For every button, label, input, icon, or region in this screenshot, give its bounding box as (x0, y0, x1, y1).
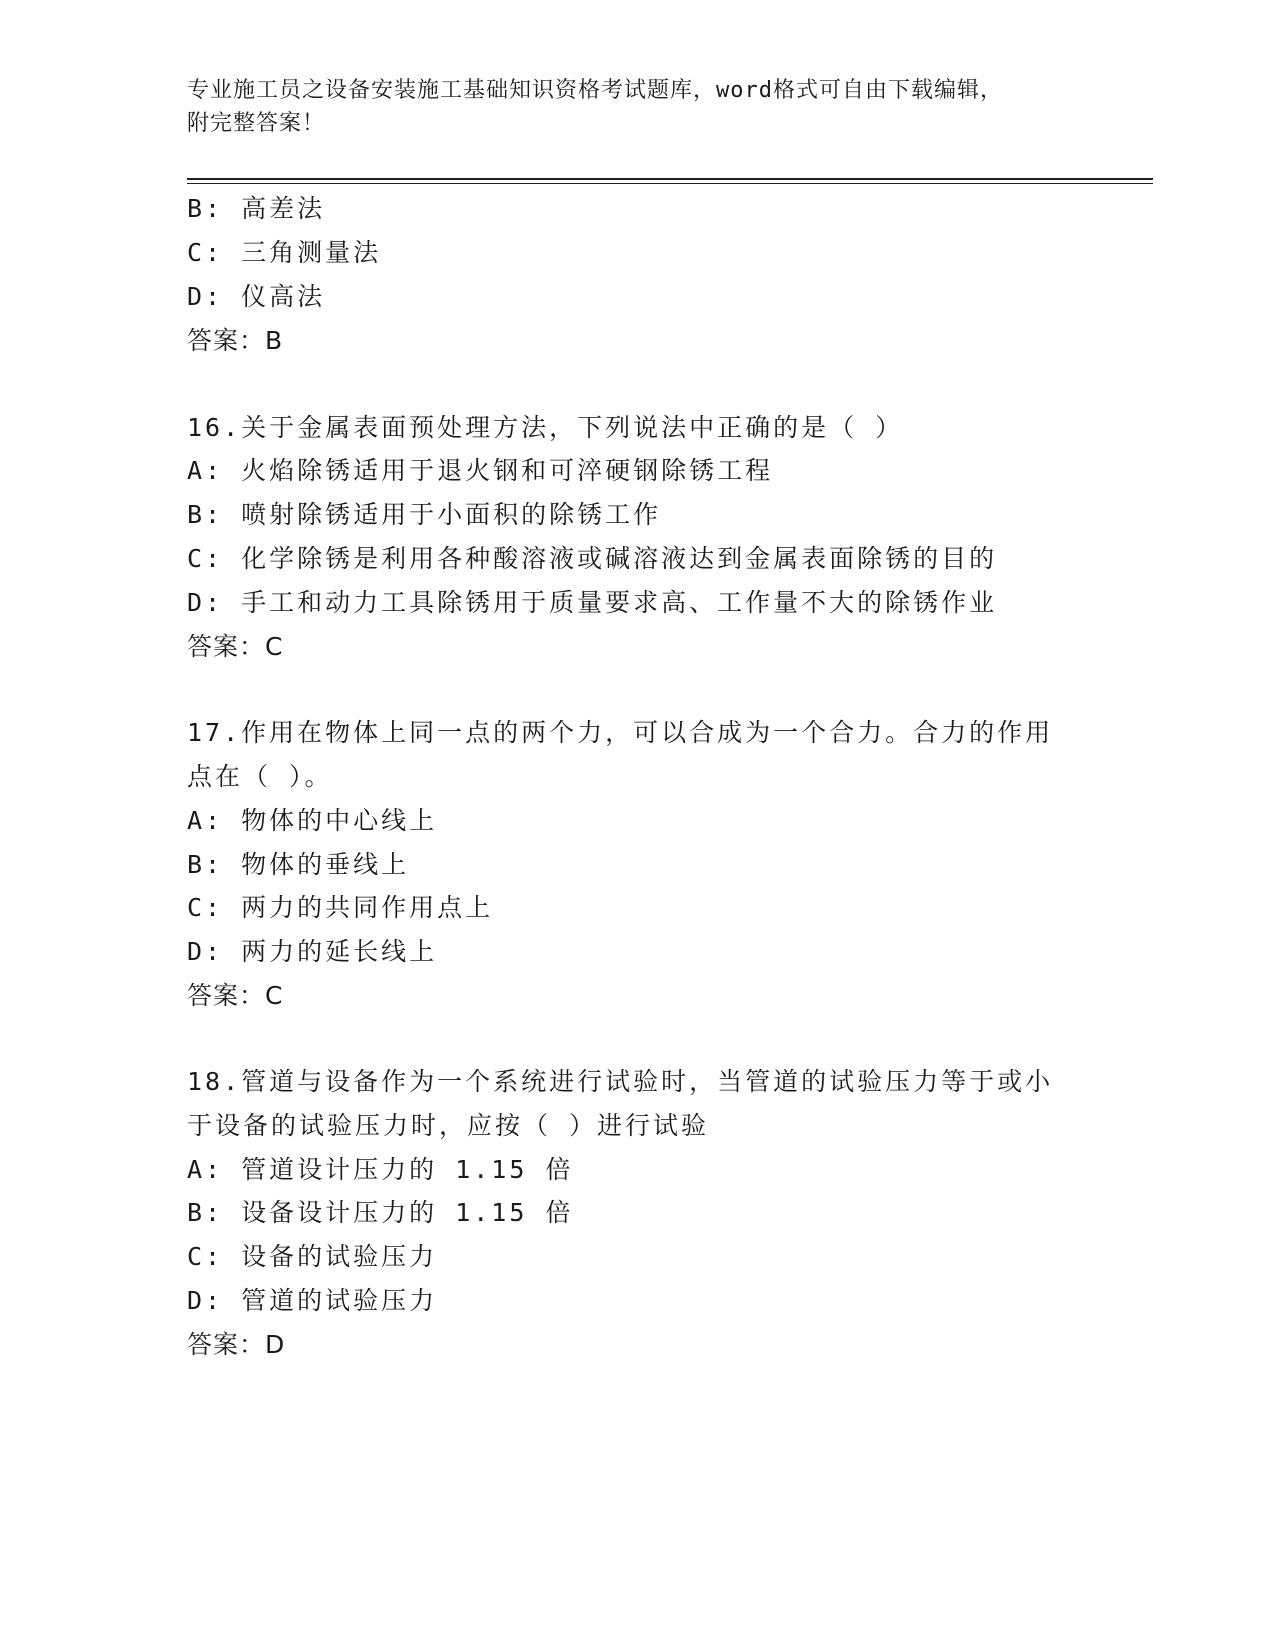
q18-answer: 答案：D (187, 1330, 286, 1359)
q17-option-a: A: 物体的中心线上 (187, 806, 438, 835)
header-line-1: 专业施工员之设备安装施工基础知识资格考试题库，word格式可自由下载编辑， (187, 78, 1003, 103)
q18-question-line-2: 于设备的试验压力时，应按（ ）进行试验 (187, 1111, 710, 1140)
q15-option-d: D: 仪高法 (187, 282, 326, 311)
q17-question-line-1: 17.作用在物体上同一点的两个力，可以合成为一个合力。合力的作用 (187, 718, 1054, 747)
q15-answer: 答案：B (187, 326, 284, 355)
header-divider-thick (187, 178, 1153, 180)
document-header (187, 74, 1077, 140)
q18-option-c: C: 设备的试验压力 (187, 1242, 438, 1271)
q18-option-b: B: 设备设计压力的 1.15 倍 (187, 1198, 574, 1227)
q18-question-line-1: 18.管道与设备作为一个系统进行试验时，当管道的试验压力等于或小 (187, 1067, 1054, 1096)
header-divider-thin (187, 183, 1153, 184)
q16-option-a: A: 火焰除锈适用于退火钢和可淬硬钢除锈工程 (187, 456, 774, 485)
q15-option-c: C: 三角测量法 (187, 238, 382, 267)
q16-option-b: B: 喷射除锈适用于小面积的除锈工作 (187, 500, 662, 529)
q16-question: 16.关于金属表面预处理方法，下列说法中正确的是（ ） (187, 413, 904, 442)
q16-option-d: D: 手工和动力工具除锈用于质量要求高、工作量不大的除锈作业 (187, 588, 998, 617)
q17-option-d: D: 两力的延长线上 (187, 937, 438, 966)
q17-option-b: B: 物体的垂线上 (187, 850, 410, 879)
q15-option-b: B: 高差法 (187, 194, 326, 223)
q18-option-a: A: 管道设计压力的 1.15 倍 (187, 1155, 574, 1184)
q17-question-line-2: 点在（ ）。 (187, 762, 333, 791)
q16-option-c: C: 化学除锈是利用各种酸溶液或碱溶液达到金属表面除锈的目的 (187, 544, 998, 573)
header-line-2: 附完整答案！ (187, 111, 326, 136)
q17-option-c: C: 两力的共同作用点上 (187, 893, 494, 922)
q17-answer: 答案：C (187, 981, 284, 1010)
q16-answer: 答案：C (187, 632, 284, 661)
q18-option-d: D: 管道的试验压力 (187, 1286, 438, 1315)
